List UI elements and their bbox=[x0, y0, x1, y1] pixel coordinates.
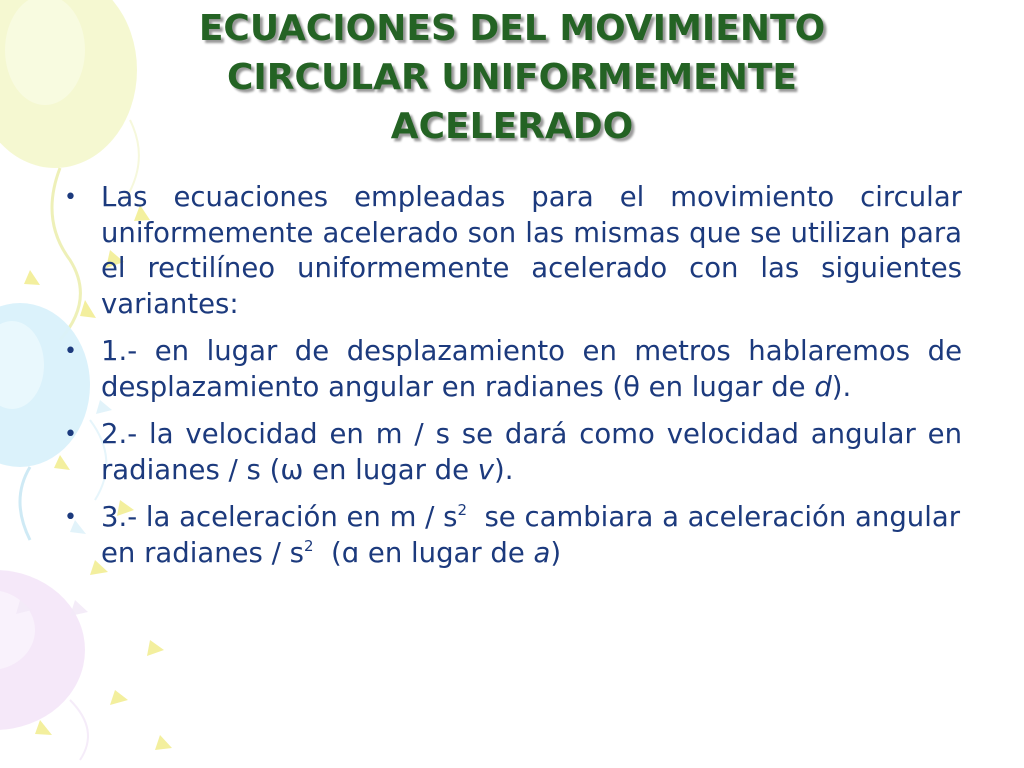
bullet-text-tail: (ɑ en lugar de bbox=[313, 536, 534, 569]
exponent-squared: 2 bbox=[457, 501, 467, 519]
bullet-item-displacement bbox=[60, 334, 962, 405]
title-line-1: ECUACIONES DEL MOVIMIENTO bbox=[198, 8, 826, 49]
variable-d: d bbox=[814, 370, 832, 403]
bullet-dot-icon: • bbox=[64, 185, 77, 210]
exponent-squared: 2 bbox=[303, 536, 314, 555]
variable-a: a bbox=[533, 536, 551, 569]
bullet-text-middle: se cambiara a aceleración angular en radianes / s bbox=[101, 501, 969, 569]
bullet-text: Las ecuaciones empleadas para el movimiento circular uniformemente acelerado son las mismas que se utilizan para el rectilíneo uniformemente acelerado con las siguientes variantes: bbox=[101, 181, 962, 320]
variable-v: v bbox=[477, 453, 495, 486]
bullet-text-end: ). bbox=[494, 453, 514, 486]
bullet-list bbox=[60, 180, 969, 583]
title-line-2: CIRCULAR UNIFORMEMENTE bbox=[226, 57, 798, 98]
bullet-item-intro bbox=[60, 180, 962, 322]
bullet-item-acceleration bbox=[60, 500, 969, 571]
bullet-text: 3.- la aceleración en m / s bbox=[101, 501, 458, 533]
slide-title bbox=[60, 4, 964, 151]
bullet-text-end: ). bbox=[831, 370, 852, 403]
bullet-item-velocity bbox=[60, 417, 962, 488]
bullet-text-end: ) bbox=[550, 536, 562, 569]
bullet-dot-icon: • bbox=[64, 339, 77, 364]
bullet-dot-icon: • bbox=[64, 505, 77, 530]
bullet-text: 2.- la velocidad en m / s se dará como velocidad angular en radianes / s (ω en lugar de bbox=[101, 418, 962, 486]
bullet-dot-icon: • bbox=[64, 422, 77, 447]
bullet-text: 1.- en lugar de desplazamiento en metros hablaremos de desplazamiento angular en radianes (θ en lugar de bbox=[101, 335, 962, 403]
title-line-3: ACELERADO bbox=[390, 106, 634, 147]
